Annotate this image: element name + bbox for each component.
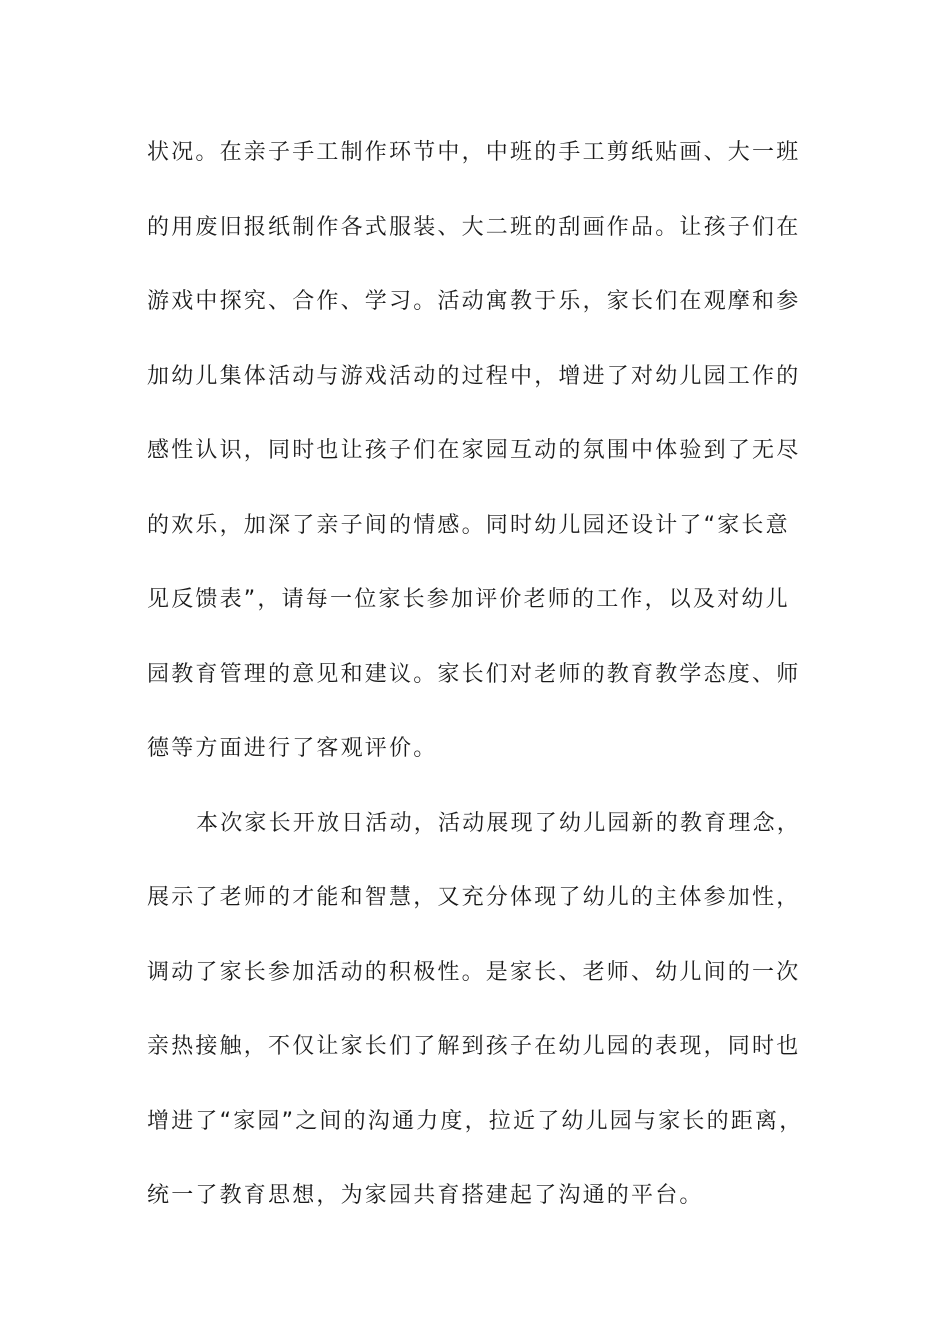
text-line: 的欢乐，加深了亲子间的情感。同时幼儿园还设计了“家长意	[147, 512, 790, 538]
text-line: 增进了“家园”之间的沟通力度，拉近了幼儿园与家长的距离，	[147, 1108, 804, 1134]
text-line: 统一了教育思想，为家园共育搭建起了沟通的平台。	[147, 1183, 704, 1208]
document-body	[147, 128, 827, 1246]
text-line: 展示了老师的才能和智慧，又充分体现了幼儿的主体参加性，	[147, 885, 801, 910]
text-line: 德等方面进行了客观评价。	[147, 736, 438, 761]
text-line: 状况。在亲子手工制作环节中，中班的手工剪纸贴画、大一班	[147, 140, 801, 165]
text-line: 亲热接触，不仅让家长们了解到孩子在幼儿园的表现，同时也	[147, 1034, 801, 1059]
text-line: 感性认识，同时也让孩子们在家园互动的氛围中体验到了无尽	[147, 438, 801, 463]
text-line: 游戏中探究、合作、学习。活动寓教于乐，家长们在观摩和参	[147, 289, 801, 314]
paragraph-2	[147, 799, 827, 1246]
text-line: 调动了家长参加活动的积极性。是家长、老师、幼儿间的一次	[147, 959, 801, 985]
paragraph-1	[147, 128, 827, 799]
text-line: 园教育管理的意见和建议。家长们对老师的教育教学态度、师	[147, 661, 801, 687]
text-line: 见反馈表”，请每一位家长参加评价老师的工作，以及对幼儿	[147, 587, 790, 612]
text-line-indented: 本次家长开放日活动，活动展现了幼儿园新的教育理念，	[196, 810, 802, 836]
text-line: 的用废旧报纸制作各式服装、大二班的刮画作品。让孩子们在	[147, 214, 801, 240]
text-line: 加幼儿集体活动与游戏活动的过程中，增进了对幼儿园工作的	[147, 363, 801, 389]
